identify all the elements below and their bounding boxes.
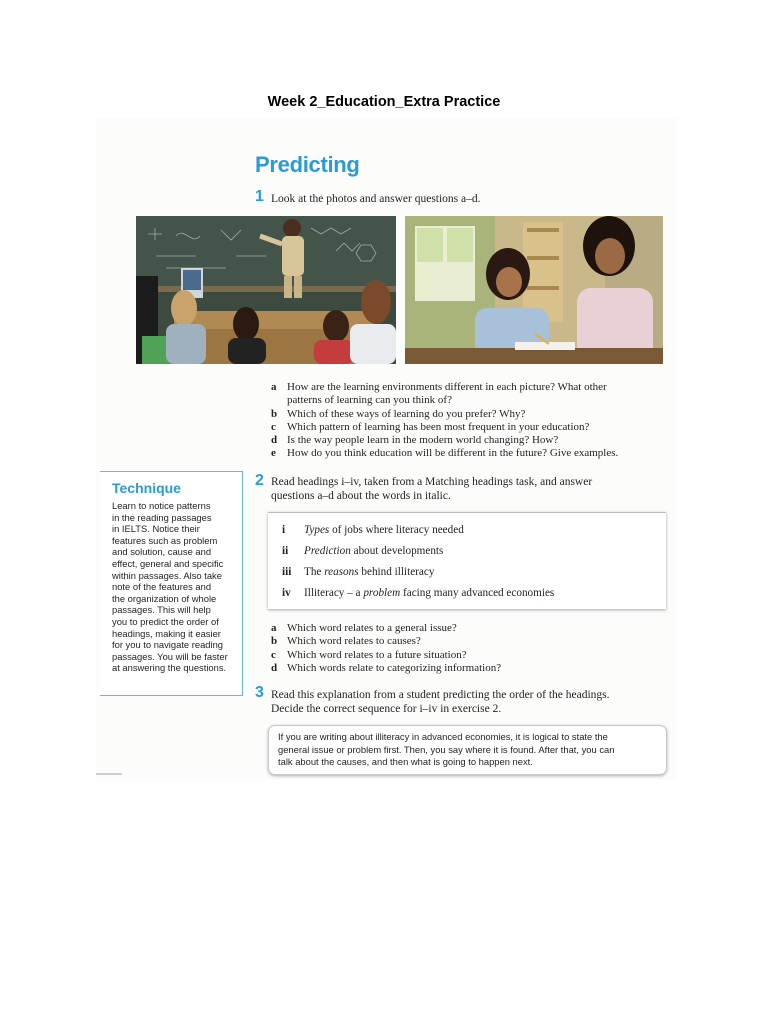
exercise-2-number: 2 [255, 472, 264, 489]
exercise-1-question-c: c Which pattern of learning has been most frequent in your education? [271, 420, 590, 433]
exercise-1-questions [271, 381, 671, 461]
heading-i: i Types of jobs where literacy needed [282, 524, 464, 536]
exercise-1-number: 1 [255, 188, 264, 205]
exercise-1-instruction: Look at the photos and answer questions a–d. [271, 193, 481, 205]
exercise-1-question-b: b Which of these ways of learning do you prefer? Why? [271, 407, 526, 420]
technique-box [100, 471, 243, 696]
technique-title: Technique [112, 480, 181, 496]
exercise-1-question-a: a How are the learning environments different in each picture? What other patterns of learning can you think of? [271, 381, 607, 407]
exercise-1-question-e: e How do you think education will be different in the future? Give examples. [271, 447, 619, 460]
document-title: Week 2_Education_Extra Practice [267, 94, 501, 110]
explanation-text: If you are writing about illiteracy in advanced economies, it is logical to state the general issue or problem first. Then, you say where it is found. After that, you can talk about the causes, and then what is going to happen next. [278, 731, 615, 768]
section-title: Predicting [255, 152, 360, 177]
exercise-3-number: 3 [255, 684, 264, 701]
exercise-2-question-b: b Which word relates to causes? [271, 635, 421, 648]
heading-iii: iii The reasons behind illiteracy [282, 566, 435, 578]
divider [96, 773, 122, 775]
exercise-2-questions [271, 622, 671, 675]
headings-box [268, 512, 666, 609]
heading-iv: iv Illiteracy – a problem facing many advanced economies [282, 587, 555, 599]
tutoring-photo [405, 216, 663, 364]
exercise-2-instruction: Read headings i–iv, taken from a Matching headings task, and answer questions a–d about the words in italic. [271, 476, 593, 502]
exercise-1-question-d: d Is the way people learn in the modern world changing? How? [271, 434, 559, 447]
exercise-2-question-c: c Which word relates to a future situation? [271, 648, 467, 661]
exercise-2-question-d: d Which words relate to categorizing information? [271, 661, 502, 674]
exercise-2-question-a: a Which word relates to a general issue? [271, 622, 457, 634]
explanation-box [268, 725, 667, 775]
exercise-3-instruction: Read this explanation from a student predicting the order of the headings. Decide the correct sequence for i–iv in exercise 2. [271, 689, 610, 715]
classroom-photo [136, 216, 396, 364]
technique-body: Learn to notice patterns in the reading passages in IELTS. Notice their features such as problem and solution, cause and effect, general and specific within passages. Also take note of the features and the organization of whole passages. This will help you to predict the order of headings, making it easier for you to navigate reading passages. You will be faster at answering the questions. [112, 500, 228, 674]
heading-ii: ii Prediction about developments [282, 545, 444, 557]
